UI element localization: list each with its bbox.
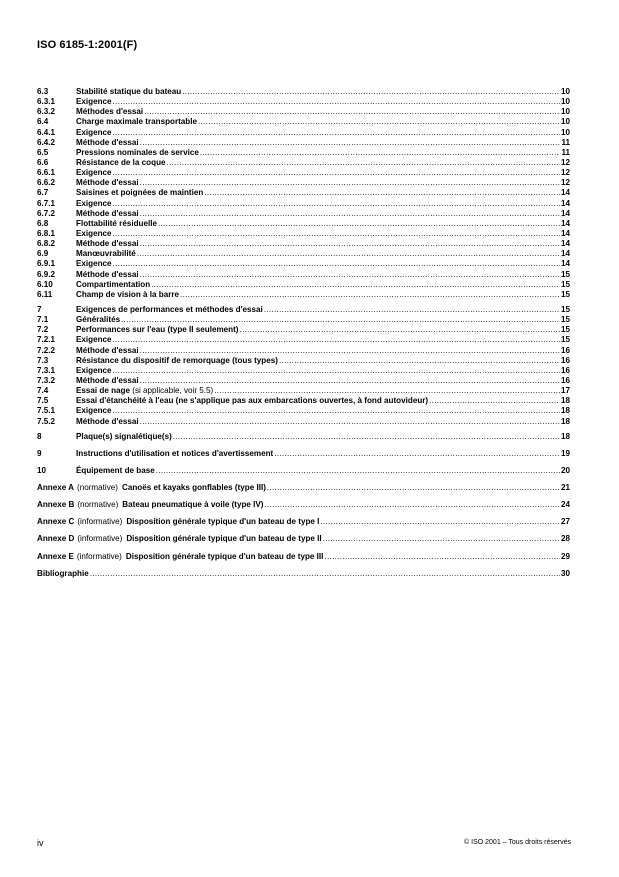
toc-entry[interactable] — [37, 417, 570, 427]
dot-leader — [264, 305, 560, 315]
toc-entry[interactable] — [37, 128, 570, 138]
dot-leader — [200, 148, 561, 158]
annex-title: Canoës et kayaks gonflables (type III) — [121, 483, 266, 493]
dot-leader — [140, 346, 560, 356]
toc-title: Exigence — [76, 365, 112, 375]
toc-page: 10 — [560, 127, 570, 137]
dot-leader — [140, 376, 560, 386]
dot-leader — [140, 209, 560, 219]
toc-title: Charge maximale transportable — [76, 117, 197, 127]
toc-title: Essai d'étanchéité à l'eau (ne s'applique pas aux embarcations ouvertes, à fond autovideur) — [76, 396, 429, 406]
toc-number: 6.8.2 — [37, 239, 56, 249]
annex-kind: (informative) — [77, 517, 123, 527]
toc-entry[interactable] — [37, 466, 570, 476]
toc-page: 17 — [560, 386, 570, 396]
toc-page: 15 — [560, 279, 570, 289]
annex-title: Disposition générale typique d'un bateau de type III — [125, 551, 324, 561]
toc-number: 6.6.2 — [37, 178, 56, 188]
annex-title: Bateau pneumatique à voile (type IV) — [122, 500, 264, 510]
toc-entry[interactable] — [37, 396, 570, 406]
dot-leader — [113, 199, 560, 209]
toc-entry[interactable] — [37, 280, 570, 290]
dot-leader — [140, 417, 560, 427]
annex-page: 29 — [560, 551, 570, 561]
toc-title: Méthode d'essai — [76, 345, 139, 355]
toc-number: 6.8 — [37, 218, 49, 228]
dot-leader — [320, 517, 560, 527]
toc-number: 9 — [37, 448, 42, 458]
annex-kind: (normative) — [77, 500, 119, 510]
toc-page: 14 — [560, 208, 570, 218]
toc-entry[interactable] — [37, 239, 570, 249]
dot-leader — [182, 87, 560, 97]
toc-number: 6.3 — [37, 87, 49, 96]
toc-number: 8 — [37, 431, 42, 441]
toc-entry[interactable] — [37, 315, 570, 325]
dot-leader — [198, 117, 560, 127]
toc-page: 14 — [560, 259, 570, 269]
dot-leader — [137, 249, 560, 259]
toc-page: 11 — [561, 147, 570, 157]
toc-entry[interactable] — [37, 117, 570, 127]
toc-entry[interactable] — [37, 406, 570, 416]
dot-leader — [204, 188, 560, 198]
toc-entry[interactable] — [37, 305, 570, 315]
toc-number: 6.5 — [37, 147, 49, 157]
toc-entry[interactable] — [37, 335, 570, 345]
toc-entry[interactable] — [37, 356, 570, 366]
toc-number: 10 — [37, 465, 47, 475]
dot-leader — [274, 449, 560, 459]
dot-leader — [144, 107, 560, 117]
dot-leader — [323, 534, 560, 544]
toc-entry[interactable] — [37, 107, 570, 117]
toc-number: 7.5.1 — [37, 406, 56, 416]
toc-number: 6.7.1 — [37, 198, 56, 208]
toc-page: 16 — [560, 355, 570, 365]
toc-title: Méthode d'essai — [76, 208, 139, 218]
document-header: ISO 6185-1:2001(F) — [37, 39, 138, 51]
toc-entry[interactable] — [37, 148, 570, 158]
toc-entry[interactable] — [37, 346, 570, 356]
toc-number: 6.4.1 — [37, 127, 56, 137]
toc-entry[interactable] — [37, 97, 570, 107]
dot-leader — [180, 290, 560, 300]
toc-number: 6.4 — [37, 117, 49, 127]
toc-title: Exigence — [76, 259, 112, 269]
toc-entry[interactable] — [37, 209, 570, 219]
toc-entry[interactable] — [37, 325, 570, 335]
annex-page: 28 — [560, 534, 570, 544]
dot-leader — [240, 325, 560, 335]
toc-number: 6.3.2 — [37, 107, 56, 117]
dot-leader — [267, 483, 560, 493]
toc-number: 7.5 — [37, 396, 49, 406]
annex-kind: (informative) — [76, 551, 122, 561]
toc-page: 14 — [560, 228, 570, 238]
toc-number: 6.10 — [37, 279, 53, 289]
toc-title: Résistance de la coque — [76, 157, 166, 167]
toc-number: 7.4 — [37, 386, 49, 396]
toc-number: 7.2.2 — [37, 345, 56, 355]
dot-leader — [113, 229, 560, 239]
toc-title: Méthode d'essai — [76, 178, 139, 188]
toc-entry[interactable] — [37, 386, 570, 396]
toc-title: Exigence — [76, 97, 112, 107]
dot-leader — [113, 259, 560, 269]
dot-leader — [140, 239, 560, 249]
annex-kind: (normative) — [77, 483, 118, 493]
toc-page: 20 — [560, 465, 570, 475]
dot-leader — [173, 432, 560, 442]
toc-number: 6.11 — [37, 289, 53, 299]
dot-leader — [90, 569, 560, 579]
toc-entry[interactable] — [37, 449, 570, 459]
toc-number: 6.7 — [37, 188, 49, 198]
toc-page: 16 — [560, 375, 570, 385]
toc-title: Exigence — [76, 127, 112, 137]
toc-number: 6.4.2 — [37, 137, 56, 147]
toc-page: 19 — [560, 448, 570, 458]
toc-title: Stabilité statique du bateau — [76, 87, 182, 96]
toc-entry[interactable] — [37, 219, 570, 229]
toc-number: 7.2.1 — [37, 335, 56, 345]
annex-label: Annexe B — [37, 500, 75, 510]
toc-number: 6.3.1 — [37, 97, 56, 107]
toc-page: 14 — [560, 198, 570, 208]
toc-title-text: Essai de nage — [76, 386, 130, 396]
toc-page: 16 — [560, 365, 570, 375]
toc-page: 15 — [560, 289, 570, 299]
toc-number: 6.6 — [37, 157, 49, 167]
toc-entry[interactable] — [37, 366, 570, 376]
toc-entry[interactable] — [37, 178, 570, 188]
toc-title: Exigence — [76, 168, 112, 178]
toc-page: 12 — [560, 178, 570, 188]
table-of-contents — [37, 87, 570, 579]
toc-number: 7.1 — [37, 315, 49, 325]
toc-page: 10 — [560, 97, 570, 107]
toc-page: 10 — [560, 87, 570, 96]
toc-title: Méthode d'essai — [76, 269, 139, 279]
toc-entry[interactable] — [37, 168, 570, 178]
toc-title: Exigence — [76, 228, 112, 238]
annex-entry[interactable] — [37, 483, 570, 493]
toc-page: 15 — [560, 315, 570, 325]
toc-title: Généralités — [76, 315, 121, 325]
dot-leader — [140, 270, 560, 280]
toc-entry[interactable] — [37, 188, 570, 198]
toc-number: 7.3 — [37, 355, 49, 365]
dot-leader — [265, 500, 560, 510]
toc-number: 6.8.1 — [37, 228, 56, 238]
toc-number: 6.7.2 — [37, 208, 56, 218]
bibliography-entry[interactable] — [37, 569, 570, 579]
dot-leader — [113, 128, 560, 138]
toc-page: 15 — [560, 325, 570, 335]
dot-leader — [158, 219, 560, 229]
toc-page: 15 — [560, 269, 570, 279]
toc-page: 14 — [560, 188, 570, 198]
toc-page: 15 — [560, 304, 570, 314]
toc-title: Exigence — [76, 406, 112, 416]
dot-leader — [324, 552, 560, 562]
toc-page: 18 — [560, 406, 570, 416]
annex-label: Annexe A — [37, 483, 75, 493]
annex-label: Annexe E — [37, 551, 74, 561]
toc-page: 10 — [560, 117, 570, 127]
toc-page: 14 — [560, 239, 570, 249]
toc-title: Compartimentation — [76, 279, 151, 289]
toc-entry[interactable] — [37, 270, 570, 280]
dot-leader — [113, 97, 560, 107]
toc-number: 7.5.2 — [37, 416, 56, 426]
toc-number: 6.6.1 — [37, 168, 56, 178]
toc-page: 16 — [560, 345, 570, 355]
toc-title: Manœuvrabilité — [76, 249, 136, 259]
page-number: iv — [37, 838, 44, 848]
annex-title: Disposition générale typique d'un bateau de type II — [126, 534, 322, 544]
toc-page: 14 — [560, 218, 570, 228]
copyright-notice: © ISO 2001 – Tous droits réservés — [464, 839, 571, 846]
toc-number: 7.2 — [37, 325, 49, 335]
dot-leader — [214, 386, 560, 396]
toc-number: 6.9.2 — [37, 269, 56, 279]
toc-page: 18 — [560, 416, 570, 426]
toc-title: Méthode d'essai — [76, 137, 139, 147]
toc-title: Saisines et poignées de maintien — [76, 188, 204, 198]
dot-leader — [113, 406, 560, 416]
annex-label: Annexe C — [37, 517, 75, 527]
toc-title: Résistance du dispositif de remorquage (tous types) — [76, 355, 278, 365]
annex-entry[interactable] — [37, 500, 570, 510]
toc-page: 12 — [560, 168, 570, 178]
toc-number: 6.9 — [37, 249, 49, 259]
toc-title — [76, 386, 213, 396]
toc-entry[interactable] — [37, 376, 570, 386]
toc-entry[interactable] — [37, 290, 570, 300]
annex-page: 21 — [560, 483, 570, 493]
toc-page: 12 — [560, 157, 570, 167]
toc-entry[interactable] — [37, 87, 570, 97]
toc-number: 7.3.2 — [37, 375, 56, 385]
toc-title: Flottabilité résiduelle — [76, 218, 157, 228]
dot-leader — [156, 466, 560, 476]
toc-title: Plaque(s) signalétique(s) — [76, 431, 172, 441]
annex-page: 24 — [560, 500, 570, 510]
toc-entry[interactable] — [37, 249, 570, 259]
annex-entry[interactable] — [37, 517, 570, 527]
toc-title: Pressions nominales de service — [76, 147, 199, 157]
toc-page: 18 — [560, 431, 570, 441]
toc-title: Méthodes d'essai — [76, 107, 144, 117]
annex-kind: (informative) — [77, 534, 123, 544]
annex-page: 27 — [560, 517, 570, 527]
toc-page: 15 — [560, 335, 570, 345]
toc-title: Méthode d'essai — [76, 416, 139, 426]
dot-leader — [113, 335, 560, 345]
toc-entry[interactable] — [37, 259, 570, 269]
toc-page: 18 — [560, 396, 570, 406]
toc-page: 11 — [561, 137, 570, 147]
toc-title: Instructions d'utilisation et notices d'avertissement — [76, 448, 274, 458]
dot-leader — [167, 158, 560, 168]
dot-leader — [113, 168, 560, 178]
toc-entry[interactable] — [37, 199, 570, 209]
toc-title: Champ de vision à la barre — [76, 289, 180, 299]
toc-number: 6.9.1 — [37, 259, 56, 269]
dot-leader — [113, 366, 560, 376]
toc-title: Exigences de performances et méthodes d'essai — [76, 304, 263, 314]
dot-leader — [151, 280, 560, 290]
dot-leader — [140, 138, 561, 148]
toc-page: 14 — [560, 249, 570, 259]
bibliography-title: Bibliographie — [37, 568, 89, 578]
annex-entry[interactable] — [37, 534, 570, 544]
dot-leader — [429, 396, 560, 406]
toc-note: (si applicable, voir 5.5) — [132, 386, 214, 396]
toc-entry[interactable] — [37, 158, 570, 168]
toc-title: Méthode d'essai — [76, 239, 139, 249]
toc-number: 7 — [37, 304, 42, 314]
toc-title: Exigence — [76, 198, 112, 208]
toc-title: Méthode d'essai — [76, 375, 139, 385]
annex-title: Disposition générale typique d'un bateau de type I — [126, 517, 320, 527]
bibliography-page: 30 — [560, 568, 570, 578]
dot-leader — [121, 315, 560, 325]
toc-title: Équipement de base — [76, 465, 155, 475]
dot-leader — [279, 356, 560, 366]
toc-title: Performances sur l'eau (type II seulement) — [76, 325, 239, 335]
toc-entry[interactable] — [37, 229, 570, 239]
dot-leader — [140, 178, 560, 188]
toc-number: 7.3.1 — [37, 365, 56, 375]
toc-page: 10 — [560, 107, 570, 117]
annex-label: Annexe D — [37, 534, 75, 544]
annex-entry[interactable] — [37, 552, 570, 562]
toc-entry[interactable] — [37, 432, 570, 442]
toc-title: Exigence — [76, 335, 112, 345]
toc-entry[interactable] — [37, 138, 570, 148]
